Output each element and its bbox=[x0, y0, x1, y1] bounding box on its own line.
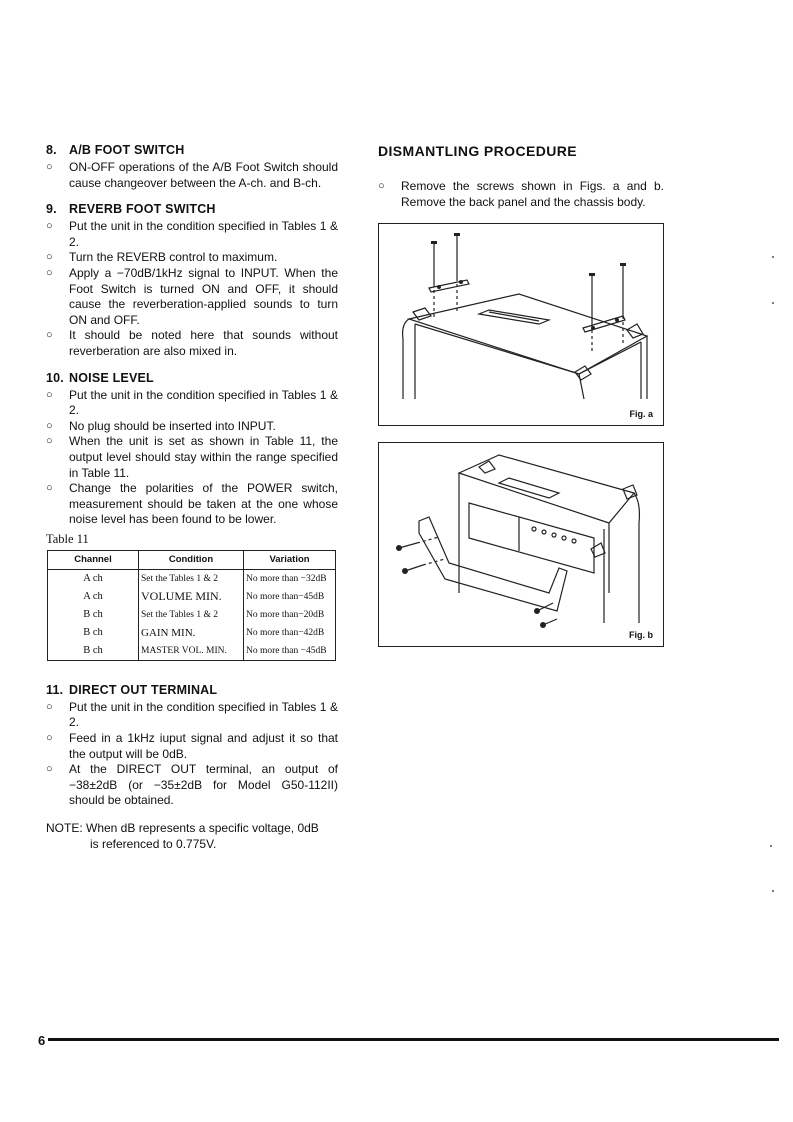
list-item: ○ Change the polarities of the POWER switch, measurement should be taken at the one whose noise level has been found to be lower. bbox=[46, 481, 338, 527]
table-cell: No more than−20dB bbox=[244, 606, 336, 624]
bullet-icon: ○ bbox=[46, 266, 53, 279]
page-number: 6 bbox=[38, 1033, 46, 1048]
bullet-icon: ○ bbox=[378, 180, 385, 192]
section-9-title: 9. REVERB FOOT SWITCH bbox=[46, 202, 216, 217]
section-8-items bbox=[46, 160, 338, 191]
table-row bbox=[48, 606, 336, 624]
column-header-channel: Channel bbox=[48, 550, 139, 569]
section-9-items bbox=[46, 219, 338, 359]
bullet-icon: ○ bbox=[46, 732, 53, 745]
bullet-icon: ○ bbox=[46, 220, 53, 233]
table-caption: Table 11 bbox=[46, 531, 89, 546]
list-item: ○ Feed in a 1kHz iuput signal and adjust it so that the output will be 0dB. bbox=[46, 731, 338, 761]
section-10 bbox=[46, 371, 338, 528]
table-cell: GAIN MIN. bbox=[139, 624, 244, 642]
table-row bbox=[48, 569, 336, 588]
list-item: ○ It should be noted here that sounds without reverberation are also mixed in. bbox=[46, 328, 338, 358]
section-8-title: 8. A/B FOOT SWITCH bbox=[46, 143, 185, 157]
section-10-items bbox=[46, 388, 338, 528]
section-11-title: 11. DIRECT OUT TERMINAL bbox=[46, 682, 218, 697]
table-row bbox=[48, 642, 336, 661]
table-cell: B ch bbox=[48, 624, 139, 642]
section-9 bbox=[46, 202, 338, 359]
table-cell: A ch bbox=[48, 569, 139, 588]
list-item: ○ When the unit is set as shown in Table 11, the output level should stay within the range specified in Table 11. bbox=[46, 434, 338, 480]
table-cell: Set the Tables 1 & 2 bbox=[139, 606, 244, 624]
scan-speck bbox=[772, 890, 774, 892]
list-item: ○ Apply a −70dB/1kHz signal to INPUT. When the Foot Switch is turned ON and OFF, it should cause the reverberation-applied sounds to turn ON and OFF. bbox=[46, 265, 338, 327]
figure-b-label: Fig. b bbox=[629, 630, 653, 640]
scan-speck bbox=[772, 256, 774, 258]
section-11 bbox=[46, 683, 338, 809]
table-cell: No more than−45dB bbox=[244, 588, 336, 606]
bullet-icon: ○ bbox=[46, 482, 53, 495]
table-cell: No more than−42dB bbox=[244, 624, 336, 642]
table-cell: B ch bbox=[48, 642, 139, 661]
noise-level-table bbox=[47, 550, 336, 661]
bullet-icon: ○ bbox=[46, 763, 53, 776]
section-11-items bbox=[46, 700, 338, 809]
table-row bbox=[48, 624, 336, 642]
dismantling-title: DISMANTLING PROCEDURE bbox=[378, 143, 577, 159]
table-cell: A ch bbox=[48, 588, 139, 606]
list-item: ○ Put the unit in the condition specified in Tables 1 & 2. bbox=[46, 387, 338, 418]
list-item: ○ Remove the screws shown in Figs. a and b. Remove the back panel and the chassis body. bbox=[378, 179, 664, 209]
list-item: ○ At the DIRECT OUT terminal, an output of −38±2dB (or −35±2dB for Model G50-112II) should be obtained. bbox=[46, 762, 338, 808]
table-cell: MASTER VOL. MIN. bbox=[139, 642, 244, 661]
bullet-icon: ○ bbox=[46, 419, 53, 432]
column-header-variation: Variation bbox=[244, 550, 336, 569]
column-header-condition: Condition bbox=[139, 550, 244, 569]
figure-a-label: Fig. a bbox=[629, 409, 653, 419]
list-item: ○ Put the unit in the condition specified in Tables 1 & 2. bbox=[46, 699, 338, 730]
list-item: ○ ON-OFF operations of the A/B Foot Switch should cause changeover between the A-ch. and B-ch. bbox=[46, 160, 338, 190]
left-column bbox=[46, 143, 338, 852]
dismantling-items bbox=[378, 179, 664, 210]
table-cell: Set the Tables 1 & 2 bbox=[139, 569, 244, 588]
figure-a-drawing bbox=[379, 224, 663, 425]
footer-rule bbox=[48, 1038, 779, 1041]
section-10-title: 10. NOISE LEVEL bbox=[46, 370, 154, 385]
bullet-icon: ○ bbox=[46, 435, 53, 448]
bullet-icon: ○ bbox=[46, 329, 53, 342]
figure-b bbox=[378, 442, 664, 647]
list-item: ○ No plug should be inserted into INPUT. bbox=[46, 418, 276, 433]
list-item: ○ Turn the REVERB control to maximum. bbox=[46, 250, 278, 265]
scan-speck bbox=[772, 302, 774, 304]
table-cell: VOLUME MIN. bbox=[139, 588, 244, 606]
section-8 bbox=[46, 143, 338, 191]
bullet-icon: ○ bbox=[46, 388, 53, 401]
note-line-1: NOTE: When dB represents a specific voltage, 0dB bbox=[46, 821, 319, 836]
table-header-row bbox=[48, 550, 336, 569]
table-cell: B ch bbox=[48, 606, 139, 624]
scan-speck bbox=[770, 845, 772, 847]
right-column bbox=[378, 143, 664, 210]
note bbox=[46, 820, 338, 852]
table-cell: No more than −32dB bbox=[244, 569, 336, 588]
bullet-icon: ○ bbox=[46, 251, 53, 264]
table-row bbox=[48, 588, 336, 606]
figure-a bbox=[378, 223, 664, 426]
list-item: ○ Put the unit in the condition specified in Tables 1 & 2. bbox=[46, 219, 338, 249]
bullet-icon: ○ bbox=[46, 700, 53, 713]
table-cell: No more than −45dB bbox=[244, 642, 336, 661]
bullet-icon: ○ bbox=[46, 161, 53, 173]
note-line-2: is referenced to 0.775V. bbox=[90, 837, 217, 852]
figure-b-drawing bbox=[379, 443, 663, 646]
